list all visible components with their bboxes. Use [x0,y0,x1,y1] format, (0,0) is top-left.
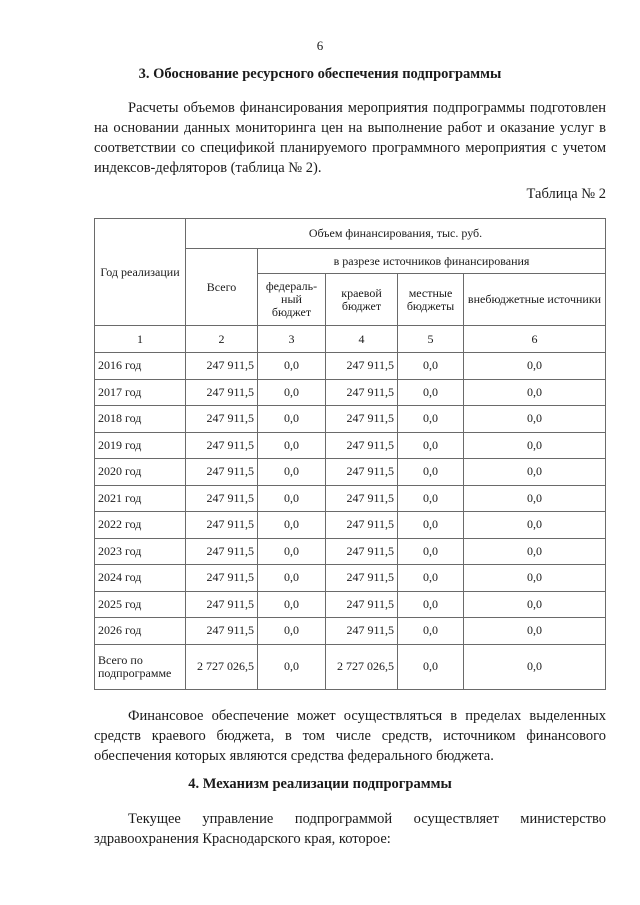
cell-regional: 247 911,5 [326,406,398,433]
cell-regional: 247 911,5 [326,618,398,645]
cell-total: 247 911,5 [186,512,258,539]
table-row [95,459,606,486]
section-3-heading: 3. Обоснование ресурсного обеспечения подпрограммы [138,66,502,82]
cell-local: 0,0 [398,353,464,380]
header-year: Год реализации [95,219,186,326]
cell-year: 2017 год [95,379,186,406]
financing-note: Финансовое обеспечение может осуществляться в пределах выделенных средств краевого бюджета, в том числе средств, источником финансового обеспечения которых являются средства федерального бюджета. [94,708,606,764]
cell-extra: 0,0 [464,379,606,406]
table-row [95,485,606,512]
header-total: Всего [186,249,258,326]
cell-federal: 0,0 [258,538,326,565]
table-row [95,591,606,618]
cell-local: 0,0 [398,485,464,512]
table-caption: Таблица № 2 [526,186,606,202]
cell-extra: 0,0 [464,432,606,459]
cell-federal: 0,0 [258,512,326,539]
table-body [95,353,606,645]
cell-total: 247 911,5 [186,538,258,565]
cell-regional: 247 911,5 [326,459,398,486]
cell-total: 247 911,5 [186,432,258,459]
header-funding: Объем финансирования, тыс. руб. [186,219,606,249]
page-number: 6 [316,38,324,53]
cell-year: 2019 год [95,432,186,459]
header-by-source: в разрезе источников финансирования [258,249,606,274]
cell-local: 0,0 [398,512,464,539]
cell-federal: 0,0 [258,565,326,592]
cell-year: 2025 год [95,591,186,618]
cell-local: 0,0 [398,591,464,618]
cell-local: 0,0 [398,406,464,433]
cell-federal: 0,0 [258,591,326,618]
cell-year: 2016 год [95,353,186,380]
cell-extra: 0,0 [464,512,606,539]
total-value: 2 727 026,5 [186,644,258,689]
total-regional: 2 727 026,5 [326,644,398,689]
column-number: 1 [95,326,186,353]
cell-federal: 0,0 [258,618,326,645]
column-number-row [95,326,606,353]
section-3-paragraph: Расчеты объемов финансирования мероприятия подпрограммы подготовлен на основании данных мониторинга цен на выполнение работ и оказание услуг в соответствии со спецификой планируемого программного мероприятия с учетом индексов-дефляторов (таблица № 2). [94,100,606,176]
cell-total: 247 911,5 [186,379,258,406]
table-row [95,565,606,592]
financing-table [94,218,606,690]
cell-total: 247 911,5 [186,459,258,486]
cell-federal: 0,0 [258,485,326,512]
header-regional: краевой бюджет [326,274,398,326]
cell-total: 247 911,5 [186,353,258,380]
total-extra: 0,0 [464,644,606,689]
cell-federal: 0,0 [258,406,326,433]
cell-regional: 247 911,5 [326,485,398,512]
cell-total: 247 911,5 [186,485,258,512]
section-4-paragraph: Текущее управление подпрограммой осуществляет министерство здравоохранения Краснодарского края, которое: [94,811,606,847]
cell-year: 2018 год [95,406,186,433]
cell-regional: 247 911,5 [326,565,398,592]
table-row [95,512,606,539]
cell-year: 2024 год [95,565,186,592]
header-extra: внебюджетные источники [464,274,606,326]
cell-total: 247 911,5 [186,565,258,592]
section-4-heading: 4. Механизм реализации подпрограммы [188,776,452,792]
cell-extra: 0,0 [464,485,606,512]
cell-federal: 0,0 [258,459,326,486]
cell-total: 247 911,5 [186,618,258,645]
cell-regional: 247 911,5 [326,538,398,565]
table-row [95,618,606,645]
cell-year: 2020 год [95,459,186,486]
cell-extra: 0,0 [464,565,606,592]
cell-local: 0,0 [398,618,464,645]
cell-year: 2022 год [95,512,186,539]
cell-extra: 0,0 [464,459,606,486]
cell-local: 0,0 [398,538,464,565]
cell-regional: 247 911,5 [326,379,398,406]
cell-regional: 247 911,5 [326,353,398,380]
cell-federal: 0,0 [258,379,326,406]
cell-extra: 0,0 [464,406,606,433]
column-number: 5 [398,326,464,353]
cell-total: 247 911,5 [186,591,258,618]
cell-regional: 247 911,5 [326,512,398,539]
table-row [95,432,606,459]
cell-year: 2021 год [95,485,186,512]
table-row [95,353,606,380]
table-total-row [95,644,606,689]
total-federal: 0,0 [258,644,326,689]
total-label: Всего по подпрограмме [95,644,186,689]
cell-extra: 0,0 [464,538,606,565]
cell-extra: 0,0 [464,353,606,380]
cell-year: 2023 год [95,538,186,565]
table-row [95,538,606,565]
header-federal: федераль-ный бюджет [258,274,326,326]
cell-federal: 0,0 [258,353,326,380]
cell-regional: 247 911,5 [326,591,398,618]
cell-local: 0,0 [398,565,464,592]
column-number: 6 [464,326,606,353]
column-number: 3 [258,326,326,353]
column-number: 4 [326,326,398,353]
cell-local: 0,0 [398,379,464,406]
table-row [95,379,606,406]
cell-regional: 247 911,5 [326,432,398,459]
cell-year: 2026 год [95,618,186,645]
header-local: местные бюджеты [398,274,464,326]
cell-local: 0,0 [398,459,464,486]
table-row [95,406,606,433]
column-number: 2 [186,326,258,353]
cell-extra: 0,0 [464,618,606,645]
cell-extra: 0,0 [464,591,606,618]
cell-federal: 0,0 [258,432,326,459]
total-local: 0,0 [398,644,464,689]
cell-total: 247 911,5 [186,406,258,433]
cell-local: 0,0 [398,432,464,459]
